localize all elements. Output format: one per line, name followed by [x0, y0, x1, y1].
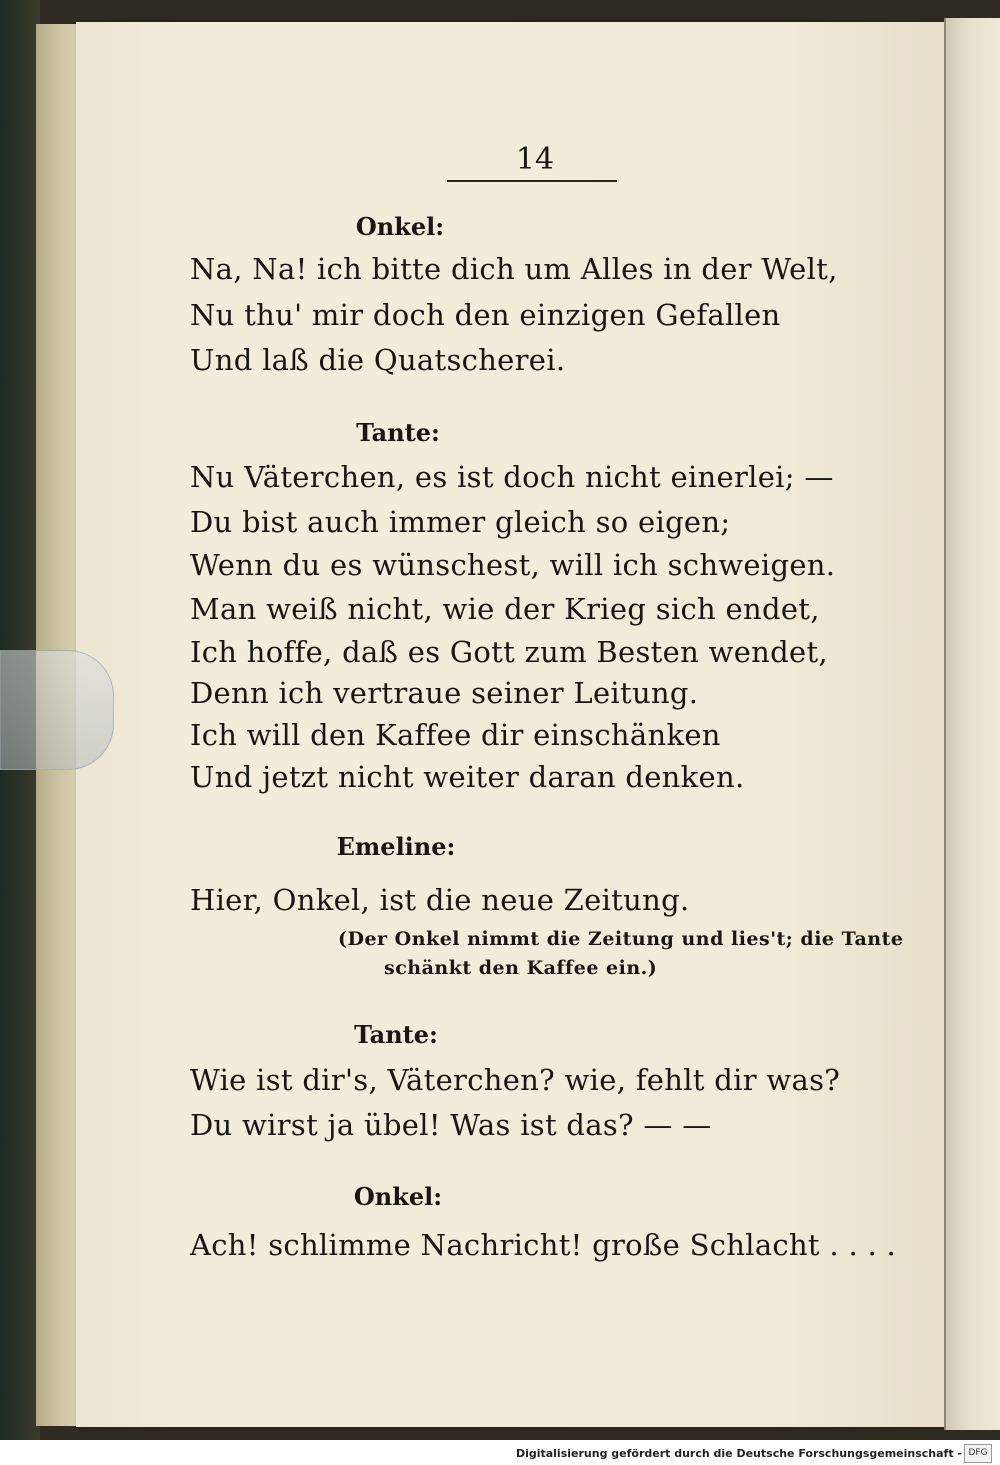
- speaker-label: Emeline:: [336, 832, 456, 861]
- speaker-label: Tante:: [356, 418, 440, 447]
- speaker-label: Tante:: [354, 1020, 438, 1049]
- verse-line: Und jetzt nicht weiter daran denken.: [190, 760, 745, 794]
- speaker-label: Onkel:: [353, 1182, 443, 1211]
- verse-line: Nu thu' mir doch den einzigen Gefallen: [190, 298, 781, 332]
- page-number: 14: [515, 142, 555, 177]
- verse-line: Hier, Onkel, ist die neue Zeitung.: [190, 883, 690, 917]
- verse-line: Denn ich vertraue seiner Leitung.: [190, 676, 699, 710]
- page-holder-clip: [0, 650, 114, 770]
- verse-line: Du wirst ja übel! Was ist das? — —: [190, 1108, 712, 1142]
- verse-line: Ach! schlimme Nachricht! große Schlacht . . . .: [190, 1228, 897, 1262]
- stage-direction: (Der Onkel nimmt die Zeitung und lies't; die Tante: [338, 928, 904, 950]
- header-rule: [447, 180, 617, 182]
- verse-line: Wie ist dir's, Väterchen? wie, fehlt dir was?: [190, 1063, 841, 1097]
- verse-line: Ich hoffe, daß es Gott zum Besten wendet,: [190, 635, 828, 669]
- digitization-credit: Digitalisierung gefördert durch die Deutsche Forschungsgemeinschaft -: [515, 1447, 962, 1460]
- verse-line: Na, Na! ich bitte dich um Alles in der Welt,: [190, 252, 838, 286]
- verse-line: Wenn du es wünschest, will ich schweigen.: [190, 548, 836, 582]
- verse-line: Ich will den Kaffee dir einschänken: [190, 718, 721, 752]
- verse-line: Du bist auch immer gleich so eigen;: [190, 505, 731, 539]
- dfg-logo: DFG: [964, 1444, 992, 1463]
- verse-line: Nu Väterchen, es ist doch nicht einerlei; —: [190, 460, 834, 494]
- speaker-label: Onkel:: [355, 212, 445, 241]
- facing-page-edge: [944, 18, 1000, 1430]
- verse-line: Man weiß nicht, wie der Krieg sich endet,: [190, 592, 820, 626]
- verse-line: Und laß die Quatscherei.: [190, 343, 566, 377]
- stage-direction: schänkt den Kaffee ein.): [384, 957, 658, 979]
